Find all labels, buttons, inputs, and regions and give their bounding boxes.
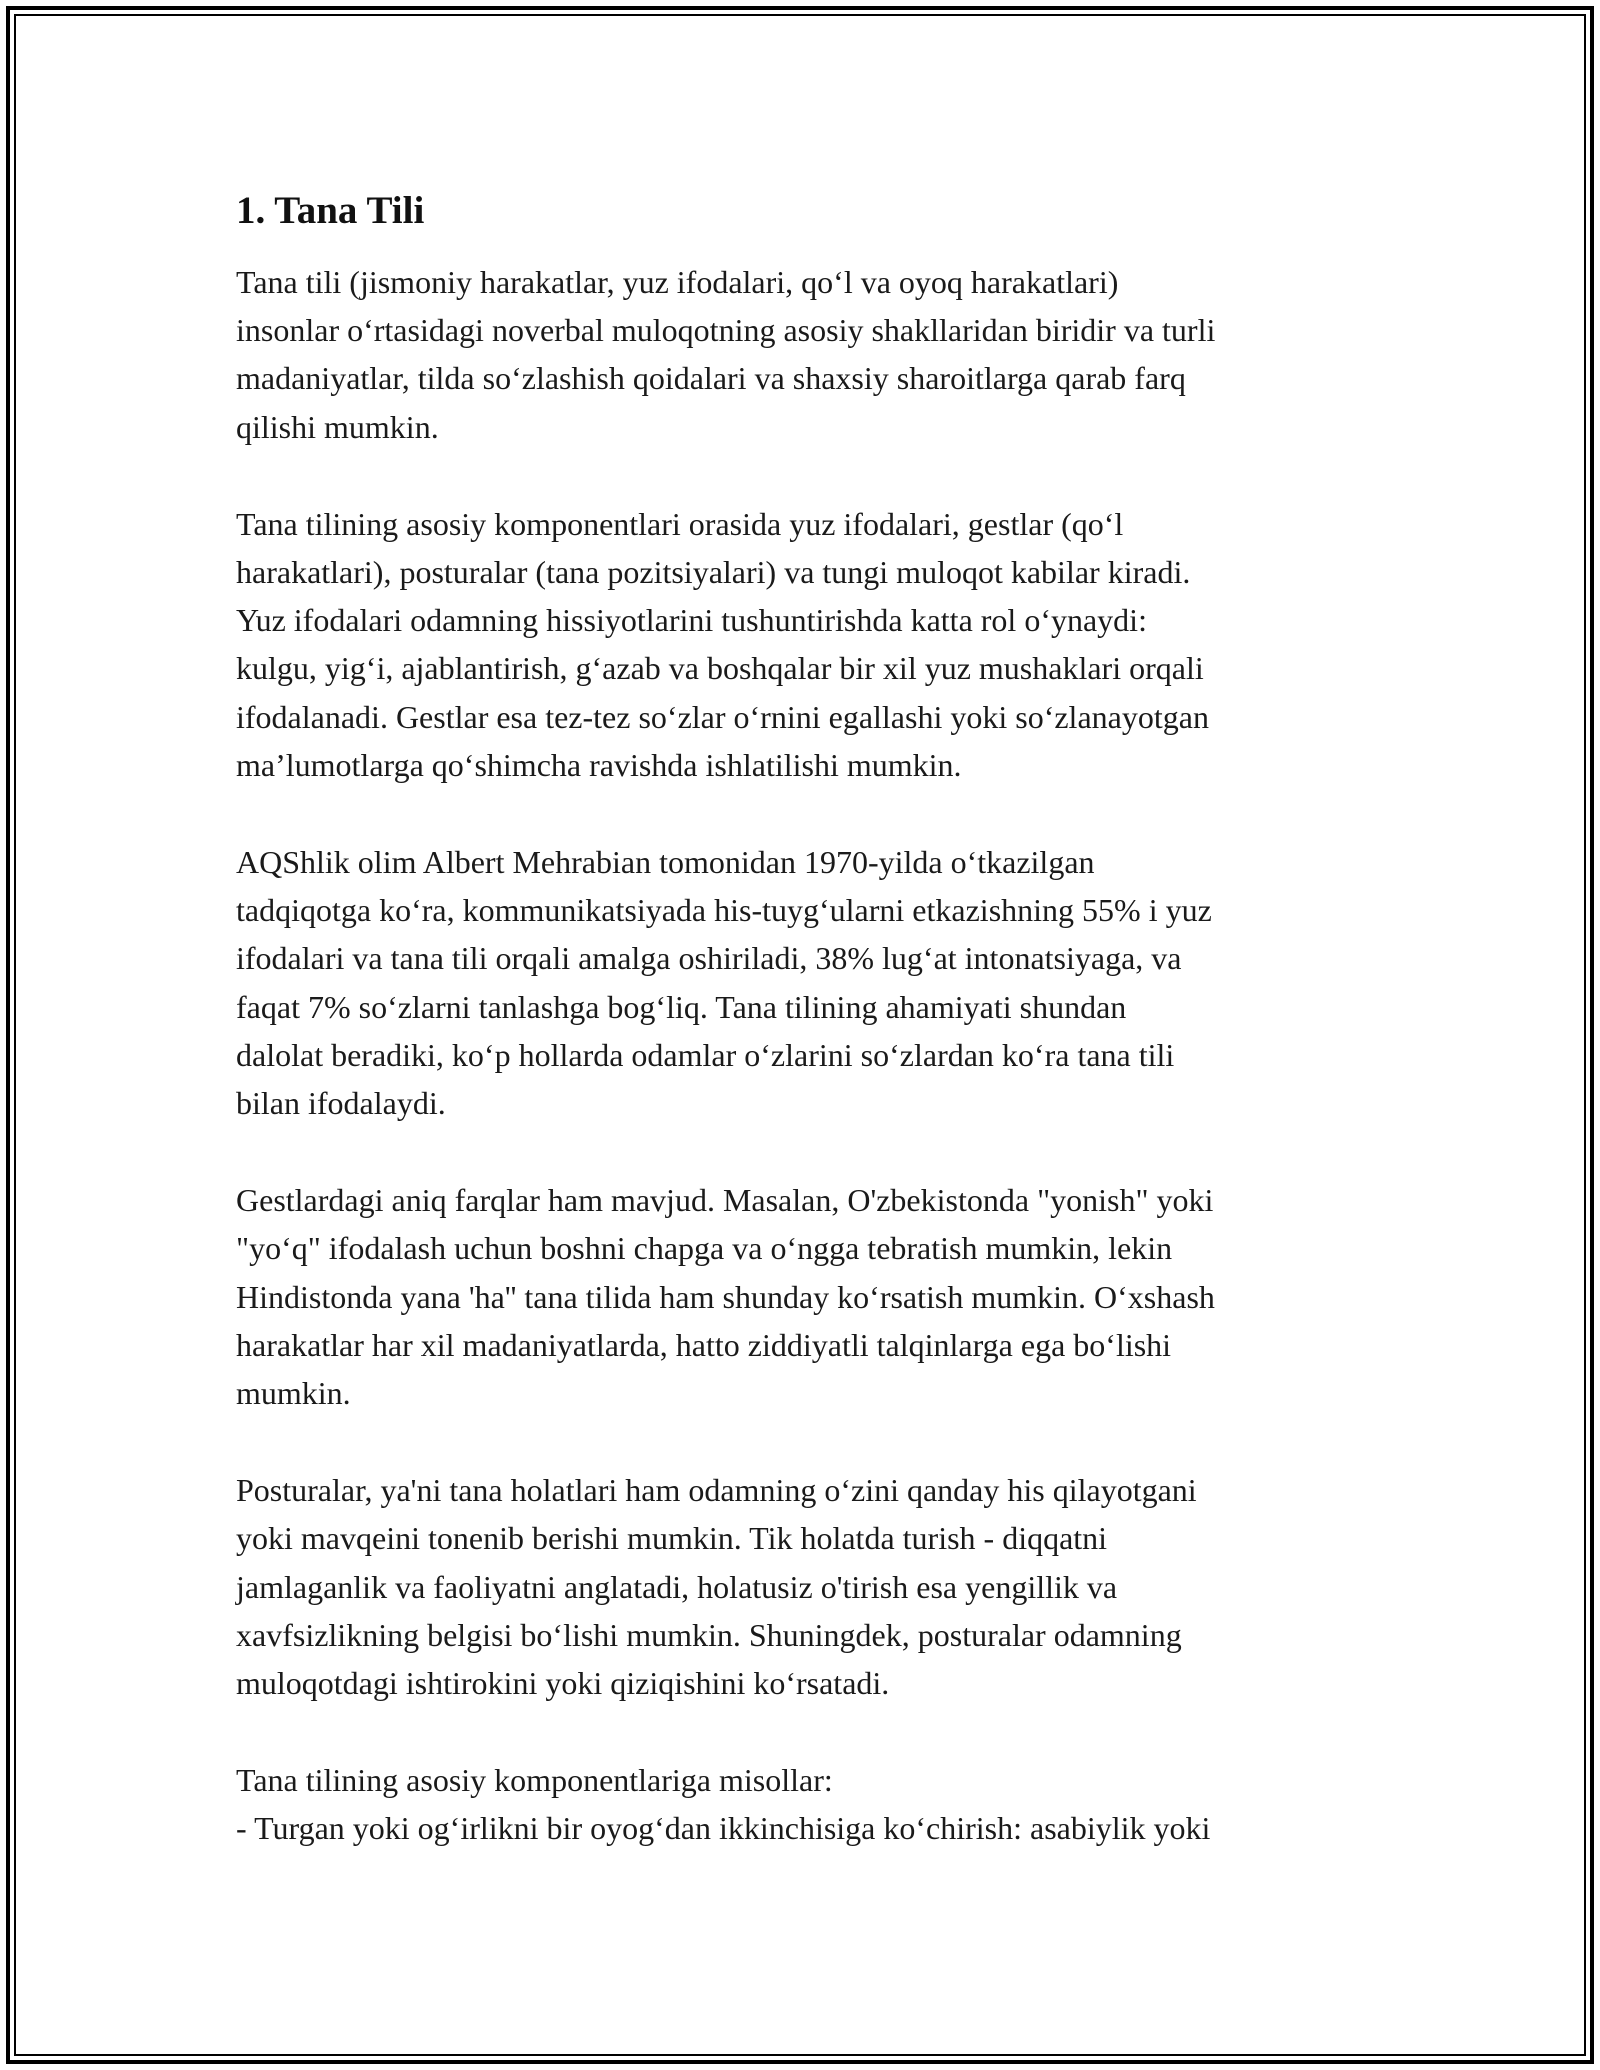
section-heading: 1. Tana Tili bbox=[236, 189, 425, 232]
text-line: Hindistonda yana 'ha'' tana tilida ham shunday ko‘rsatish mumkin. O‘xshash bbox=[236, 1278, 1215, 1315]
text-line: ifodalari va tana tili orqali amalga oshiriladi, 38% lug‘at intonatsiyaga, va bbox=[236, 940, 1182, 977]
text-line: harakatlar har xil madaniyatlarda, hatto ziddiyatli talqinlarga ega bo‘lishi bbox=[236, 1326, 1172, 1363]
text-line: Tana tilining asosiy komponentlariga misollar: bbox=[236, 1762, 833, 1799]
paragraph-components bbox=[236, 500, 1366, 789]
text-line: Posturalar, ya'ni tana holatlari ham odamning o‘zini qanday his qilayotgani bbox=[236, 1472, 1197, 1509]
paragraph-examples bbox=[236, 1756, 1366, 1852]
text-line: jamlaganlik va faoliyatni anglatadi, holatusiz o'tirish esa yengillik va bbox=[236, 1568, 1118, 1605]
list-item: - Turgan yoki og‘irlikni bir oyog‘dan ikkinchisiga ko‘chirish: asabiylik yoki bbox=[236, 1810, 1211, 1847]
text-line: xavfsizlikning belgisi bo‘lishi mumkin. Shuningdek, posturalar odamning bbox=[236, 1616, 1182, 1653]
text-line: faqat 7% so‘zlarni tanlashga bog‘liq. Tana tilining ahamiyati shundan bbox=[236, 988, 1127, 1025]
text-line: insonlar o‘rtasidagi noverbal muloqotning asosiy shakllaridan biridir va turli bbox=[236, 312, 1216, 349]
text-line: ifodalanadi. Gestlar esa tez-tez so‘zlar o‘rnini egallashi yoki so‘zlanayotgan bbox=[236, 698, 1209, 735]
text-line: Gestlardagi aniq farqlar ham mavjud. Masalan, O'zbekistonda "yonish" yoki bbox=[236, 1182, 1214, 1219]
text-line: muloqotdagi ishtirokini yoki qiziqishini ko‘rsatadi. bbox=[236, 1665, 890, 1702]
text-line: dalolat beradiki, ko‘p hollarda odamlar o‘zlarini so‘zlardan ko‘ra tana tili bbox=[236, 1036, 1175, 1073]
text-line: tadqiqotga ko‘ra, kommunikatsiyada his-tuyg‘ularni etkazishning 55% i yuz bbox=[236, 892, 1212, 929]
text-line: yoki mavqeini tonenib berishi mumkin. Tik holatda turish - diqqatni bbox=[236, 1520, 1108, 1557]
text-line: ma’lumotlarga qo‘shimcha ravishda ishlatilishi mumkin. bbox=[236, 746, 962, 783]
text-line: bilan ifodalaydi. bbox=[236, 1085, 446, 1122]
paragraph-postures bbox=[236, 1466, 1366, 1707]
text-line: Tana tilining asosiy komponentlari orasida yuz ifodalari, gestlar (qo‘l bbox=[236, 505, 1124, 542]
text-line: mumkin. bbox=[236, 1375, 351, 1412]
text-line: qilishi mumkin. bbox=[236, 408, 439, 445]
text-line: harakatlari), posturalar (tana pozitsiyalari) va tungi muloqot kabilar kiradi. bbox=[236, 554, 1191, 591]
text-line: madaniyatlar, tilda so‘zlashish qoidalari va shaxsiy sharoitlarga qarab farq bbox=[236, 360, 1186, 397]
text-line: Yuz ifodalari odamning hissiyotlarini tushuntirishda katta rol o‘ynaydi: bbox=[236, 602, 1147, 639]
paragraph-mehrabian bbox=[236, 838, 1366, 1127]
text-line: Tana tili (jismoniy harakatlar, yuz ifodalari, qo‘l va oyoq harakatlari) bbox=[236, 264, 1119, 300]
paragraph-gestures bbox=[236, 1176, 1366, 1417]
text-line: AQShlik olim Albert Mehrabian tomonidan 1970-yilda o‘tkazilgan bbox=[236, 844, 1095, 881]
text-line: kulgu, yig‘i, ajablantirish, g‘azab va boshqalar bir xil yuz mushaklari orqali bbox=[236, 650, 1204, 687]
text-line: "yo‘q" ifodalash uchun boshni chapga va o‘ngga tebratish mumkin, lekin bbox=[236, 1230, 1173, 1267]
document-body bbox=[236, 186, 1366, 1902]
paragraph-intro bbox=[236, 258, 1366, 451]
